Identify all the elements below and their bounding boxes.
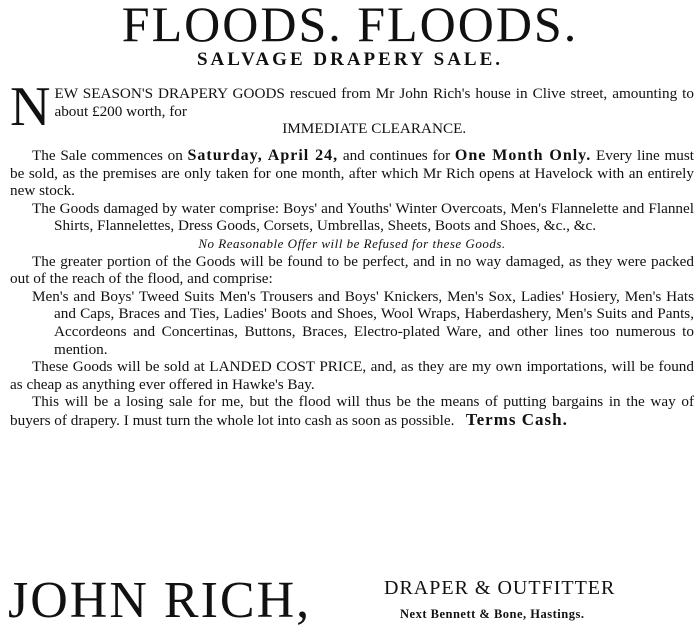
perfect-goods-list: Men's and Boys' Tweed Suits Men's Trousers and Boys' Knickers, Men's Sox, Ladies' Hosiery, Men's Hats and Caps, Braces and Ties, Ladies' Boots and Shoes, Wool Wraps, Haberdashery, Men's Suits and Pants, Accordeons and Concertinas, Buttons, Braces, Electro-plated Ware, and other lines too numerous to mention. [32, 287, 694, 358]
sale-start-before: The Sale commences on [32, 147, 188, 164]
merchant-trade: DRAPER & OUTFITTER [384, 577, 616, 599]
immediate-clearance: IMMEDIATE CLEARANCE. [282, 120, 467, 138]
terms-cash: Terms Cash. [465, 409, 568, 429]
no-offer-refused: No Reasonable Offer will be Refused for these Goods. [198, 235, 506, 251]
headline: FLOODS. FLOODS. [121, 0, 579, 52]
intro-text: EW SEASON'S DRAPERY GOODS rescued from Mr John Rich's house in Clive street, amounting to about £200 worth, for [54, 85, 694, 120]
sale-start-paragraph [10, 147, 694, 200]
main-copy [10, 147, 694, 430]
merchant-name: JOHN RICH, [8, 572, 312, 629]
losing-sale-paragraph [10, 393, 694, 429]
damaged-goods-paragraph: The Goods damaged by water comprise: Boys' and Youths' Winter Overcoats, Men's Flannelette and Flannel Shirts, Flannelettes, Dress Goods, Corsets, Umbrellas, Sheets, Boots and Shoes, &c., &c. [32, 199, 694, 235]
merchant-address: Next Bennett & Bone, Hastings. [400, 607, 585, 621]
sale-date: Saturday, April 24, [187, 147, 339, 164]
intro-paragraph [10, 76, 694, 138]
subhead: SALVAGE DRAPERY SALE. [196, 49, 504, 70]
perfect-goods-paragraph: The greater portion of the Goods will be found to be perfect, and in no way damaged, as they were packed out of the reach of the flood, and comprise: [10, 252, 694, 288]
landed-cost-paragraph: These Goods will be sold at LANDED COST PRICE, and, as they are my own importations, will be found as cheap as anything ever offered in Hawke's Bay. [10, 358, 694, 393]
drop-cap: N [10, 76, 51, 138]
no-offer-refused-paragraph [10, 235, 694, 253]
sale-start-after: Every line must be sold, as the premises are only taken for one month, after which Mr Rich opens at Havelock with an entirely new stock. [10, 147, 695, 200]
sale-duration: One Month Only. [454, 147, 592, 164]
losing-sale-text: This will be a losing sale for me, but the flood will thus be the means of putting bargains in the way of buyers of drapery. I must turn the whole lot into cash as soon as possible. [10, 393, 694, 429]
sale-start-middle: and continues for [338, 147, 455, 164]
